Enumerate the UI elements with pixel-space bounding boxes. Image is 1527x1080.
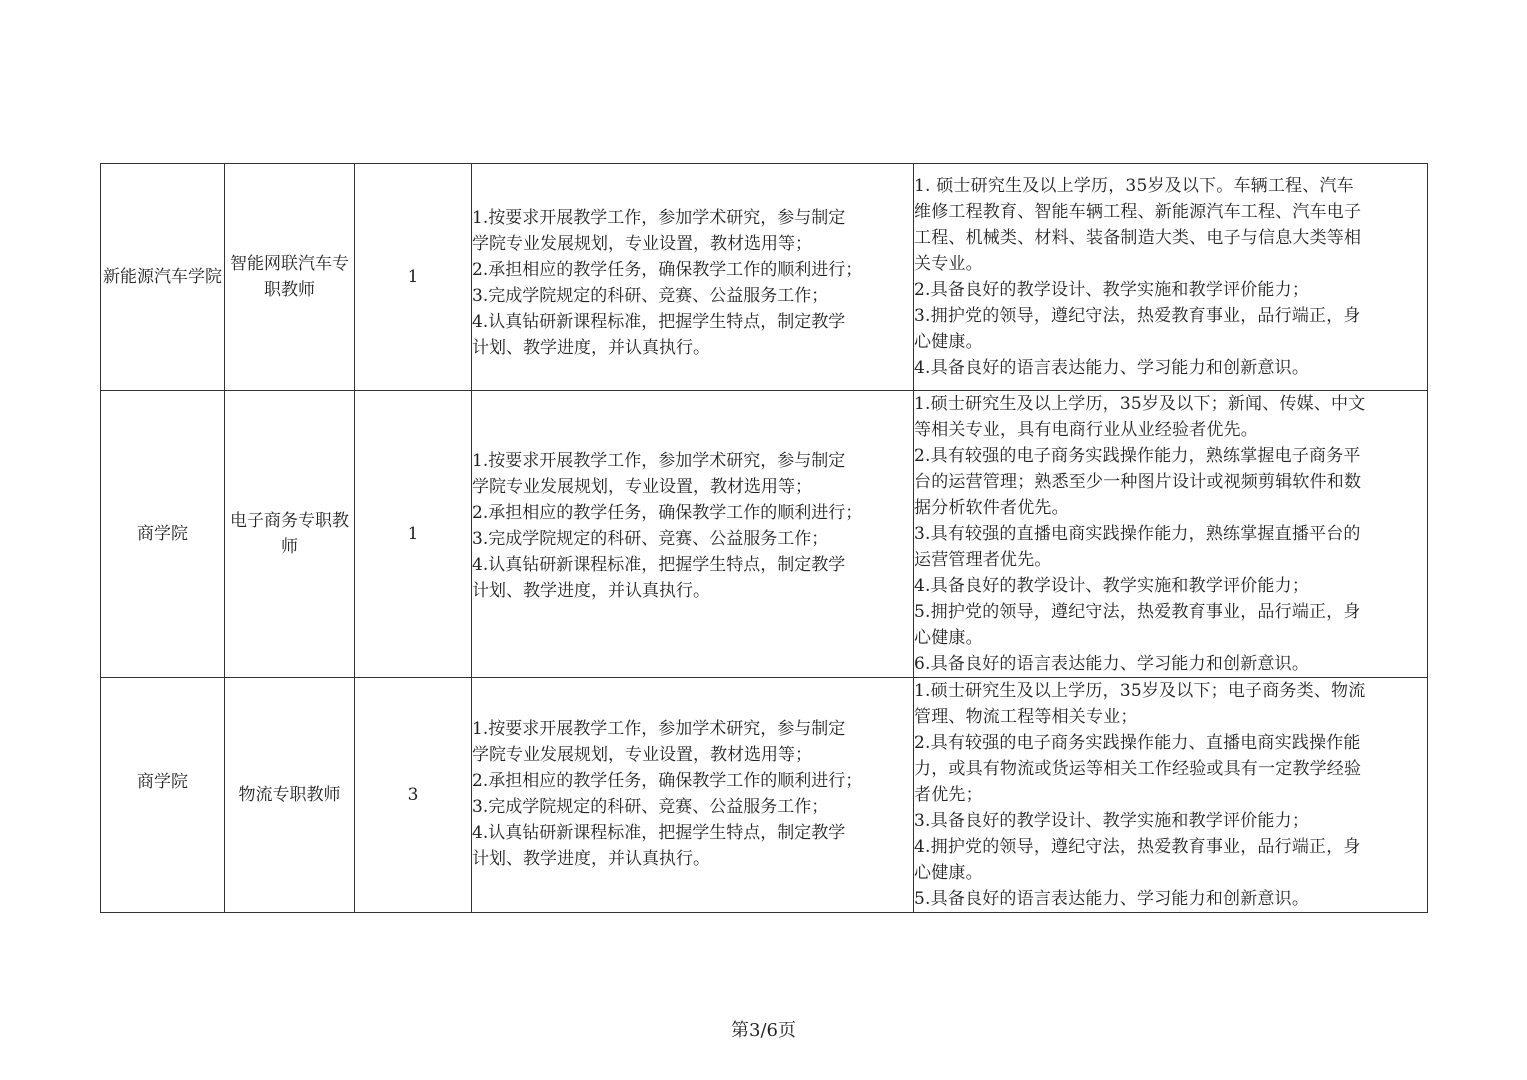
- requirement-line: 力，或具有物流或货运等相关工作经验或具有一定教学经验: [914, 759, 1362, 779]
- duty-line: 计划、教学进度，并认真执行。: [472, 581, 710, 601]
- duties-cell: [472, 678, 914, 913]
- requirement-line: 5.具备良好的语言表达能力、学习能力和创新意识。: [914, 889, 1310, 909]
- requirement-line: 台的运营管理；熟悉至少一种图片设计或视频剪辑软件和数: [914, 472, 1362, 492]
- duty-line: 2.承担相应的教学任务，确保教学工作的顺利进行；: [472, 260, 863, 280]
- requirement-line: 4.拥护党的领导，遵纪守法，热爱教育事业，品行端正，身: [914, 837, 1361, 857]
- requirement-line: 1. 硕士研究生及以上学历，35岁及以下。车辆工程、汽车: [914, 176, 1354, 196]
- headcount-cell: 3: [355, 678, 472, 913]
- requirement-line: 4.具备良好的教学设计、教学实施和教学评价能力；: [914, 576, 1310, 596]
- requirement-line: 心健康。: [914, 863, 983, 883]
- requirement-line: 6.具备良好的语言表达能力、学习能力和创新意识。: [914, 654, 1310, 674]
- duties-cell: [472, 164, 914, 391]
- table-row: [101, 164, 1428, 391]
- requirement-line: 2.具有较强的电子商务实践操作能力，熟练掌握电子商务平: [914, 446, 1361, 466]
- requirements-cell: [914, 164, 1428, 391]
- requirement-line: 2.具有较强的电子商务实践操作能力、直播电商实践操作能: [914, 733, 1361, 753]
- requirement-line: 据分析软件者优先。: [914, 498, 1069, 518]
- duty-line: 2.承担相应的教学任务，确保教学工作的顺利进行；: [472, 503, 863, 523]
- requirement-line: 维修工程教育、智能车辆工程、新能源汽车工程、汽车电子: [914, 202, 1362, 222]
- recruitment-table: [100, 163, 1428, 913]
- duty-line: 4.认真钻研新课程标准，把握学生特点，制定教学: [472, 555, 846, 575]
- duty-line: 1.按要求开展教学工作，参加学术研究，参与制定: [472, 718, 846, 739]
- requirement-line: 等相关专业，具有电商行业从业经验者优先。: [914, 420, 1258, 440]
- duty-line: 学院专业发展规划，专业设置，教材选用等；: [472, 744, 812, 765]
- college-cell: 新能源汽车学院: [101, 164, 225, 391]
- requirement-line: 3.具备良好的教学设计、教学实施和教学评价能力；: [914, 811, 1310, 831]
- requirement-line: 1.硕士研究生及以上学历，35岁及以下；新闻、传媒、中文: [914, 394, 1366, 414]
- requirements-cell: [914, 391, 1428, 678]
- table-row: [101, 391, 1428, 678]
- duty-line: 2.承担相应的教学任务，确保教学工作的顺利进行；: [472, 770, 863, 791]
- duty-line: 3.完成学院规定的科研、竞赛、公益服务工作；: [472, 796, 829, 817]
- page-number: 第3/6页: [731, 1020, 796, 1041]
- requirements-cell: [914, 678, 1428, 913]
- requirement-line: 心健康。: [914, 628, 983, 648]
- requirement-line: 心健康。: [914, 332, 983, 352]
- college-cell: 商学院: [101, 391, 225, 678]
- duty-line: 学院专业发展规划，专业设置，教材选用等；: [472, 234, 812, 254]
- requirement-line: 1.硕士研究生及以上学历，35岁及以下；电子商务类、物流: [914, 681, 1366, 701]
- college-label: 商学院: [137, 772, 188, 792]
- headcount-cell: 1: [355, 164, 472, 391]
- duty-line: 3.完成学院规定的科研、竞赛、公益服务工作；: [472, 286, 829, 306]
- position-cell: 物流专职教师: [225, 678, 355, 913]
- requirement-line: 关专业。: [914, 254, 983, 274]
- duty-line: 3.完成学院规定的科研、竞赛、公益服务工作；: [472, 529, 829, 549]
- duty-line: 学院专业发展规划，专业设置，教材选用等；: [472, 477, 812, 497]
- duty-line: 4.认真钻研新课程标准，把握学生特点，制定教学: [472, 822, 846, 843]
- headcount-cell: 1: [355, 391, 472, 678]
- requirement-line: 2.具备良好的教学设计、教学实施和教学评价能力；: [914, 280, 1310, 300]
- requirement-line: 5.拥护党的领导，遵纪守法，热爱教育事业，品行端正，身: [914, 602, 1361, 622]
- position-cell: 电子商务专职教师: [225, 391, 355, 678]
- duty-line: 1.按要求开展教学工作，参加学术研究，参与制定: [472, 451, 846, 471]
- college-cell: [101, 678, 225, 913]
- requirement-line: 3.具有较强的直播电商实践操作能力，熟练掌握直播平台的: [914, 524, 1361, 544]
- requirement-line: 4.具备良好的语言表达能力、学习能力和创新意识。: [914, 358, 1310, 378]
- duty-line: 计划、教学进度，并认真执行。: [472, 848, 710, 869]
- table-row: [101, 678, 1428, 913]
- requirement-line: 者优先；: [914, 785, 983, 805]
- requirement-line: 管理、物流工程等相关专业；: [914, 707, 1138, 727]
- position-cell: 智能网联汽车专职教师: [225, 164, 355, 391]
- requirement-line: 工程、机械类、材料、装备制造大类、电子与信息大类等相: [914, 228, 1362, 248]
- duties-cell: [472, 391, 914, 678]
- requirement-line: 3.拥护党的领导，遵纪守法，热爱教育事业，品行端正，身: [914, 306, 1361, 326]
- duty-line: 计划、教学进度，并认真执行。: [472, 338, 710, 358]
- duty-line: 1.按要求开展教学工作，参加学术研究，参与制定: [472, 208, 846, 228]
- requirement-line: 运营管理者优先。: [914, 550, 1052, 570]
- duty-line: 4.认真钻研新课程标准，把握学生特点，制定教学: [472, 312, 846, 332]
